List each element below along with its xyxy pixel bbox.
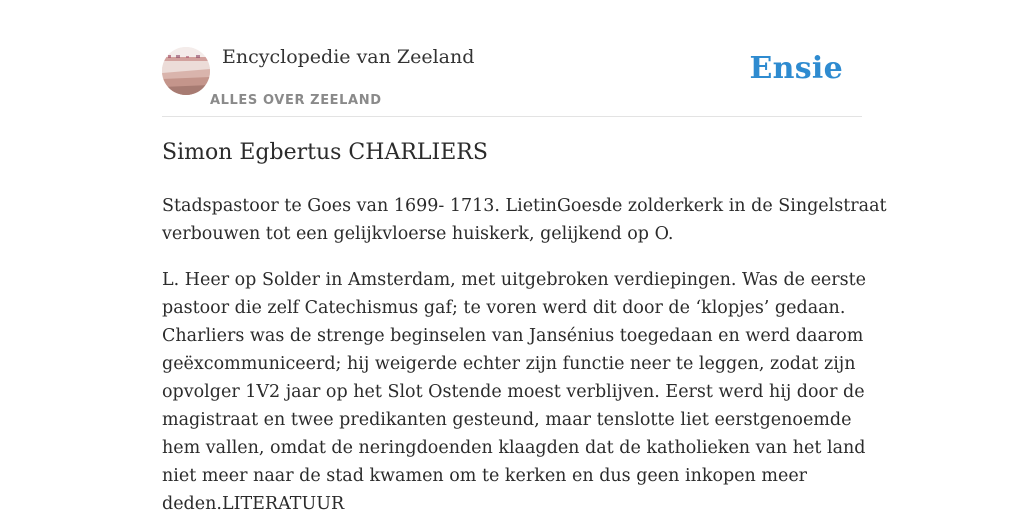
site-avatar[interactable] [162,47,210,95]
article-paragraph [162,192,887,248]
article-line: niet meer naar de stad kwamen om te kerken en dus geen inkopen meer [162,466,808,486]
article-line: deden.LITERATUUR [162,494,345,512]
article-line: opvolger 1V2 jaar op het Slot Ostende moest verblijven. Eerst werd hij door de [162,382,865,402]
zeeland-photo-icon [162,47,210,95]
article-body [162,192,887,512]
article-line: hem vallen, omdat de neringdoenden klaagden dat de katholieken van het land [162,438,866,458]
page-container [162,0,887,512]
article-line: geëxcommuniceerd; hij weigerde echter zijn functie neer te leggen, zodat zijn [162,354,856,374]
site-header [162,0,862,117]
site-title[interactable]: Encyclopedie van Zeeland [222,46,475,68]
article-line: Charliers was de strenge beginselen van Jansénius toegedaan en werd daarom [162,326,864,346]
ensie-logo-link[interactable]: Ensie [749,51,843,86]
article-line: L. Heer op Solder in Amsterdam, met uitgebroken verdiepingen. Was de eerste [162,270,867,290]
site-subtitle: ALLES OVER ZEELAND [210,93,382,108]
article-paragraph [162,266,867,512]
article-line: pastoor die zelf Catechismus gaf; te voren werd dit door de ‘klopjes’ gedaan. [162,298,846,318]
article-line: magistraat en twee predikanten gesteund, maar tenslotte liet eerstgenoemde [162,410,852,430]
article-line: Stadspastoor te Goes van 1699- 1713. LietinGoesde zolderkerk in de Singelstraat [162,196,887,216]
article-line: verbouwen tot een gelijkvloerse huiskerk, gelijkend op O. [162,224,674,244]
page-title: Simon Egbertus CHARLIERS [162,140,488,165]
